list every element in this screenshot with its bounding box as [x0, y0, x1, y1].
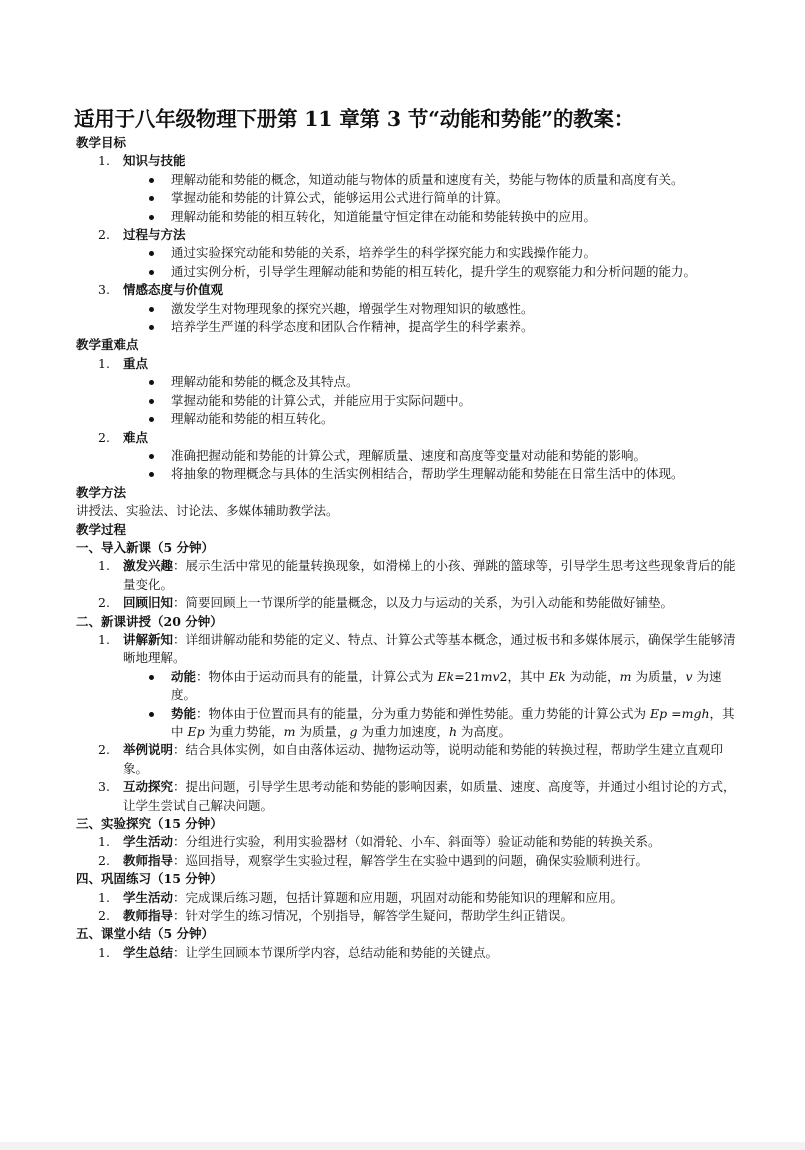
item-label: 难点	[123, 429, 149, 445]
formula-symbol: v	[685, 668, 693, 684]
section-heading: 五、课堂小结（5 分钟）	[76, 926, 215, 942]
formula-symbol: mgh	[681, 705, 710, 721]
numbered-item	[76, 631, 745, 668]
item-label: 教师指导	[123, 852, 174, 868]
item-number: 2.	[98, 595, 110, 611]
potential-text: 为质量，	[295, 724, 350, 739]
numbered-item	[76, 741, 745, 778]
item-text: ：让学生回顾本节课所学内容，总结动能和势能的关键点。	[173, 944, 499, 960]
potential-text: 为高度。	[457, 724, 511, 739]
item-text: ：提出问题，引导学生思考动能和势能的影响因素，如质量、速度、高度等，并通过小组讨论的方式，让学生尝试自己解决问题。	[123, 779, 736, 813]
item-text: ：展示生活中常见的能量转换现象，如滑梯上的小孩、弹跳的篮球等，引导学生思考这些现象背后的能量变化。	[123, 558, 736, 592]
item-number: 2.	[98, 227, 110, 243]
item-number: 1.	[98, 834, 110, 850]
item-label: 学生总结	[123, 944, 174, 960]
item-text: ：分组进行实验，利用实验器材（如滑轮、小车、斜面等）验证动能和势能的转换关系。	[173, 834, 661, 850]
section-heading: 二、新课讲授（20 分钟）	[76, 613, 223, 629]
bullet-item: 掌握动能和势能的计算公式，能够运用公式进行简单的计算。	[76, 189, 745, 207]
methods-text: 讲授法、实验法、讨论法、多媒体辅助教学法。	[76, 503, 339, 519]
formula-symbol: Ek	[548, 668, 566, 684]
formula-symbol: Ek	[437, 668, 455, 684]
item-text: ：结合具体实例，如自由落体运动、抛物运动等，说明动能和势能的转换过程，帮助学生建立直观印象。	[123, 742, 724, 776]
numbered-item	[76, 557, 745, 594]
numbered-item	[76, 833, 745, 851]
potential-text: 为重力加速度，	[357, 724, 449, 739]
item-label: 讲解新知	[123, 631, 174, 647]
item-number: 2.	[98, 908, 110, 924]
item-label: 学生活动	[123, 834, 174, 850]
potential-text: =	[667, 705, 682, 721]
bullet-item-kinetic	[76, 668, 745, 705]
kinetic-text: 为质量，	[631, 668, 686, 684]
section-heading: 三、实验探究（15 分钟）	[76, 816, 223, 832]
numbered-item	[76, 889, 745, 907]
potential-label: 势能	[171, 705, 197, 721]
bullet-item: 掌握动能和势能的计算公式，并能应用于实际问题中。	[76, 392, 745, 410]
item-number: 3.	[98, 282, 110, 298]
item-text: ：针对学生的练习情况，个别指导，解答学生疑问，帮助学生纠正错误。	[173, 908, 574, 924]
bullet-item: 激发学生对物理现象的探究兴趣，增强学生对物理知识的敏感性。	[76, 300, 745, 318]
numbered-item	[76, 429, 745, 447]
formula-symbol: g	[349, 724, 358, 739]
potential-text: ，其中	[171, 705, 735, 739]
bullet-item: 培养学生严谨的科学态度和团队合作精神，提高学生的科学素养。	[76, 318, 745, 336]
formula-symbol: mv	[480, 668, 500, 684]
item-label: 举例说明	[123, 742, 174, 758]
item-label: 激发兴趣	[123, 558, 174, 574]
item-label: 过程与方法	[123, 227, 186, 243]
bullet-item: 通过实例分析，引导学生理解动能和势能的相互转化，提升学生的观察能力和分析问题的能力。	[76, 263, 745, 281]
item-number: 3.	[98, 779, 110, 795]
item-number: 2.	[98, 742, 110, 758]
formula-symbol: h	[448, 724, 458, 739]
formula-symbol: Ep	[650, 705, 668, 721]
item-number: 1.	[98, 944, 110, 960]
item-number: 1.	[98, 631, 110, 647]
kinetic-text: 为动能，	[565, 668, 620, 684]
heading-process: 教学过程	[76, 521, 127, 537]
kinetic-text: ：物体由于运动而具有的能量，计算公式为	[196, 668, 438, 684]
kinetic-text: =21	[454, 668, 481, 684]
document-title: 适用于八年级物理下册第 11 章第 3 节“动能和势能”的教案：	[74, 107, 635, 131]
bullet-item: 理解动能和势能的相互转化，知道能量守恒定律在动能和势能转换中的应用。	[76, 208, 745, 226]
item-number: 2.	[98, 429, 110, 445]
item-text: ：详细讲解动能和势能的定义、特点、计算公式等基本概念，通过板书和多媒体展示，确保学生能够清晰地理解。	[123, 631, 736, 666]
potential-text: ：物体由于位置而具有的能量，分为重力势能和弹性势能。重力势能的计算公式为	[196, 705, 650, 721]
kinetic-text: 为速度。	[171, 668, 722, 703]
bullet-item: 理解动能和势能的概念，知道动能与物体的质量和速度有关，势能与物体的质量和高度有关。	[76, 171, 745, 189]
item-number: 1.	[98, 153, 110, 169]
bullet-item: 通过实验探究动能和势能的关系，培养学生的科学探究能力和实践操作能力。	[76, 244, 745, 262]
bullet-item: 理解动能和势能的概念及其特点。	[76, 373, 745, 391]
formula-symbol: Ep	[187, 724, 205, 739]
item-label: 重点	[123, 355, 149, 371]
item-text: ：完成课后练习题，包括计算题和应用题，巩固对动能和势能知识的理解和应用。	[173, 889, 624, 905]
item-label: 教师指导	[123, 908, 174, 924]
potential-text: 为重力势能，	[204, 724, 284, 739]
numbered-item	[76, 907, 745, 925]
kinetic-text: 2，其中	[499, 668, 549, 684]
kinetic-label: 动能	[171, 668, 197, 684]
section-heading: 四、巩固练习（15 分钟）	[76, 871, 223, 887]
bullet-item: 准确把握动能和势能的计算公式，理解质量、速度和高度等变量对动能和势能的影响。	[76, 447, 745, 465]
heading-keypoints: 教学重难点	[76, 337, 139, 353]
item-number: 1.	[98, 355, 110, 371]
formula-symbol: m	[619, 668, 632, 684]
numbered-item	[76, 944, 745, 962]
item-label: 回顾旧知	[123, 595, 174, 611]
item-label: 学生活动	[123, 889, 174, 905]
item-number: 1.	[98, 889, 110, 905]
numbered-item	[76, 152, 745, 170]
bullet-item: 将抽象的物理概念与具体的生活实例相结合，帮助学生理解动能和势能在日常生活中的体现。	[76, 465, 745, 483]
numbered-item	[76, 778, 745, 815]
numbered-item	[76, 852, 745, 870]
numbered-item	[76, 281, 745, 299]
item-number: 2.	[98, 852, 110, 868]
heading-objectives: 教学目标	[76, 135, 127, 150]
item-label: 情感态度与价值观	[123, 282, 224, 298]
numbered-item	[76, 355, 745, 373]
formula-symbol: m	[283, 724, 296, 739]
item-number: 1.	[98, 558, 110, 574]
bullet-item: 理解动能和势能的相互转化。	[76, 410, 745, 428]
heading-methods: 教学方法	[76, 484, 127, 500]
item-label: 互动探究	[123, 779, 174, 795]
numbered-item	[76, 226, 745, 244]
bullet-item-potential	[76, 705, 745, 742]
item-text: ：巡回指导，观察学生实验过程，解答学生在实验中遇到的问题，确保实验顺利进行。	[173, 852, 649, 868]
numbered-item	[76, 594, 745, 612]
section-heading: 一、导入新课（5 分钟）	[76, 539, 215, 555]
item-label: 知识与技能	[123, 153, 186, 169]
item-text: ：简要回顾上一节课所学的能量概念，以及力与运动的关系，为引入动能和势能做好铺垫。	[173, 595, 674, 611]
